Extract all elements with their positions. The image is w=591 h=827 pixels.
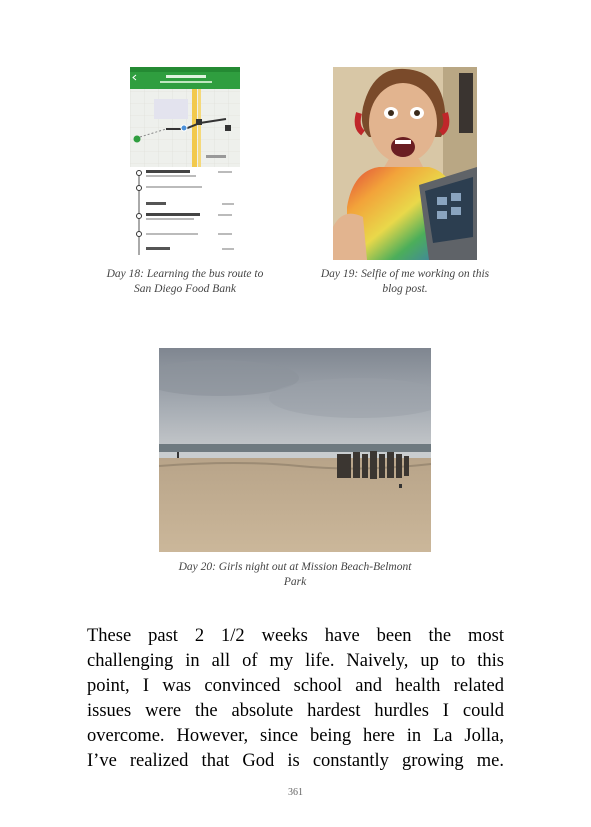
body-line: issues were the absolute hardest hurdles I could bbox=[87, 701, 504, 721]
body-line: overcome. However, since being here in La Jolla, bbox=[87, 726, 504, 746]
beach-image bbox=[159, 348, 431, 552]
selfie-photo bbox=[333, 67, 477, 260]
bus-route-screenshot bbox=[130, 67, 240, 260]
body-line: These past 2 1/2 weeks have been the most bbox=[87, 626, 504, 646]
selfie-image bbox=[333, 67, 477, 260]
figure-caption-day-18: Day 18: Learning the bus route to San Diego Food Bank bbox=[106, 268, 264, 295]
figure-caption-day-19: Day 19: Selfie of me working on this blog post. bbox=[320, 268, 490, 295]
beach-photo bbox=[159, 348, 431, 552]
body-line: challenging in all of my life. Naively, up to this bbox=[87, 651, 504, 671]
body-line: point, I was convinced school and health related bbox=[87, 676, 504, 696]
body-paragraph bbox=[87, 624, 504, 774]
map-image bbox=[130, 67, 240, 260]
page-number: 361 bbox=[288, 787, 303, 798]
body-line: I’ve realized that God is constantly growing me. bbox=[87, 751, 504, 771]
figure-caption-day-20: Day 20: Girls night out at Mission Beach-Belmont Park bbox=[178, 561, 412, 588]
